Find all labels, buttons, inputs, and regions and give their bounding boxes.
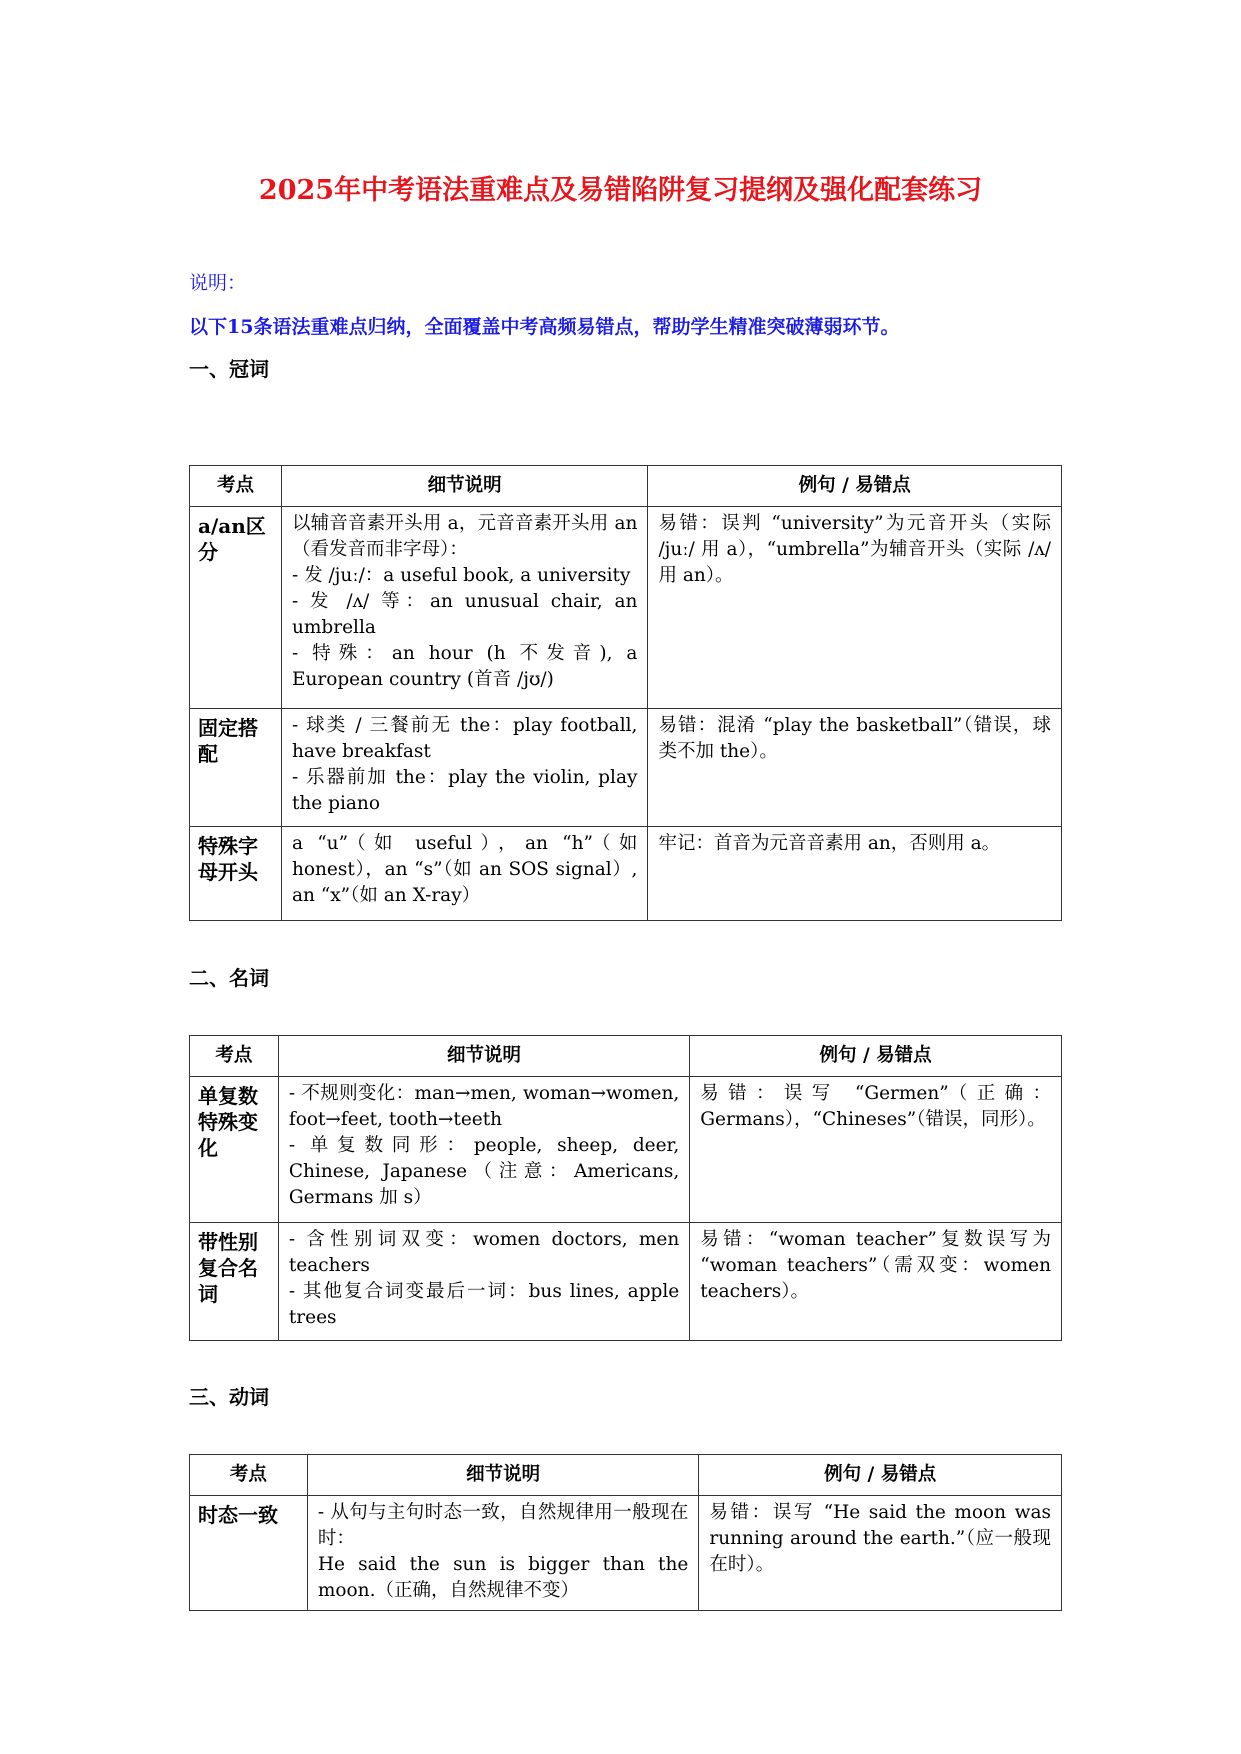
detail-cell [281,507,648,709]
header-example: 例句 / 易错点 [699,1455,1062,1496]
detail-line: - 不规则变化：man→men, woman→women, foot→feet, tooth→teeth [288,1083,680,1130]
example-cell [699,1496,1062,1611]
example-line: 易错：混淆 “play the basketball”（错误，球类不加 the）。 [658,715,1051,762]
detail-line: - 乐器前加 the：play the violin, play the piano [291,767,638,814]
table-row [190,1077,1062,1223]
detail-line: - 球类 / 三餐前无 the：play football, have breakfast [291,715,638,762]
header-point: 考点 [190,1455,308,1496]
detail-cell [281,709,648,827]
detail-line: - 特殊：an hour (h 不发音), a European country (首音 /jʊ/) [291,643,638,690]
point-cell: 带性别复合名词 [190,1223,279,1341]
header-example: 例句 / 易错点 [648,466,1062,507]
table-header-row [190,466,1062,507]
point-cell: 特殊字母开头 [190,827,282,921]
detail-line: 以辅音音素开头用 a，元音音素开头用 an（看发音而非字母）： [291,513,638,560]
example-line: 易错：误写 “Germen”（正确：Germans），“Chineses”（错误，同形）。 [700,1083,1051,1130]
table-row [190,1223,1062,1341]
table-row [190,1496,1062,1611]
table-header-row [190,1455,1062,1496]
example-line: 易错：“woman teacher”复数误写为 “woman teachers”（需双变：women teachers）。 [700,1229,1051,1302]
header-point: 考点 [190,1036,279,1077]
example-line: 牢记：首音为元音音素用 an，否则用 a。 [658,833,1001,854]
detail-line: - 其他复合词变最后一词：bus lines, apple trees [288,1281,680,1328]
point-cell: 单复数特殊变化 [190,1077,279,1223]
header-example: 例句 / 易错点 [690,1036,1062,1077]
grammar-table [189,465,1062,921]
example-cell [648,827,1062,921]
detail-line: - 发 /ʌ/ 等：an unusual chair, an umbrella [291,591,638,638]
detail-line: - 单复数同形：people, sheep, deer, Chinese, Japanese（注意：Americans, Germans 加 s） [288,1135,680,1208]
example-cell [690,1077,1062,1223]
table-row [190,709,1062,827]
note-text: 以下15条语法重难点归纳，全面覆盖中考高频易错点，帮助学生精准突破薄弱环节。 [189,316,900,338]
detail-line: a “u”（如 useful），an “h”（如 honest），an “s”（如 an SOS signal）, an “x”（如 an X-ray） [291,833,638,906]
point-cell: 固定搭配 [190,709,282,827]
note-label: 说明： [189,272,247,294]
point-cell: 时态一致 [190,1496,308,1611]
table-row [190,827,1062,921]
detail-cell [278,1077,689,1223]
detail-line: He said the sun is bigger than the moon.（正确，自然规律不变） [317,1554,689,1601]
example-cell [648,507,1062,709]
example-cell [648,709,1062,827]
header-detail: 细节说明 [307,1455,699,1496]
section-heading: 一、冠词 [189,357,269,381]
detail-cell [281,827,648,921]
detail-cell [307,1496,699,1611]
document-title: 2025年中考语法重难点及易错陷阱复习提纲及强化配套练习 [258,175,983,206]
table-header-row [190,1036,1062,1077]
detail-line: - 从句与主句时态一致，自然规律用一般现在时： [317,1502,689,1549]
grammar-table [189,1035,1062,1341]
grammar-table [189,1454,1062,1611]
example-line: 易错：误写 “He said the moon was running around the earth.”（应一般现在时）。 [709,1502,1051,1575]
section-heading: 三、动词 [189,1385,269,1409]
detail-line: - 含性别词双变：women doctors, men teachers [288,1229,680,1276]
header-point: 考点 [190,466,282,507]
detail-cell [278,1223,689,1341]
point-cell: a/an区分 [190,507,282,709]
section-heading: 二、名词 [189,966,269,990]
example-cell [690,1223,1062,1341]
example-line: 易错：误判 “university”为元音开头（实际 /juː/ 用 a），“umbrella”为辅音开头（实际 /ʌ/ 用 an）。 [658,513,1051,586]
table-row [190,507,1062,709]
detail-line: - 发 /juː/：a useful book, a university [291,565,631,586]
header-detail: 细节说明 [278,1036,689,1077]
header-detail: 细节说明 [281,466,648,507]
